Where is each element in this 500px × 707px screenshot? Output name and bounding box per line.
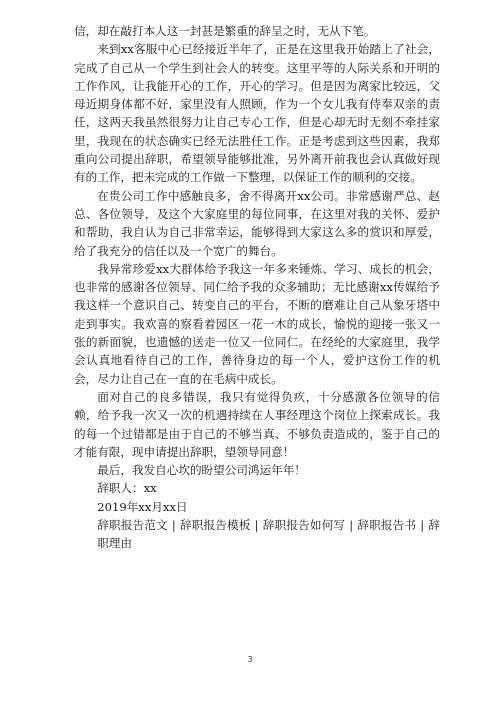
paragraph-4: 面对自己的良多错误，我只有觉得负疚，十分感激各位领导的信赖，给予我一次又一次的机遇持续在人事经理这个岗位上探索成长。我的每一个过错都是由于自己的不够当真、不够负责造成的，鉴于自己的才能有限，现申请提出辞职，望领导同意！ xyxy=(74,389,440,459)
link-separator: | xyxy=(420,518,425,533)
signature: 辞职人：xx xyxy=(97,481,157,496)
paragraph-2: 在贵公司工作中感触良多，舍不得离开xx公司。非常感谢严总、赵总、各位领导，及这个大家庭里的每位同事，在这里对我的关怀、爱护和帮助，我自认为自己非常幸运，能够得到大家这么多的赏识和厚爱，给了我充分的信任以及一个宽广的舞台。 xyxy=(74,188,440,258)
paragraph-1: 来到xx客服中心已经接近半年了，正是在这里我开始踏上了社会，完成了自己从一个学生到社会人的转变。这里平等的人际关系和开明的工作作风，让我能开心的工作，开心的学习。但是因为离家比较远，父母近期身体都不好，家里没有人照顾，作为一个女儿我有侍奉双亲的责任，这两天我虽然很努力让自己专心工作，但是心却无时无刻不牵挂家里，我现在的状态确实已经无法胜任工作。正是考虑到这些因素，我郑重向公司提出辞职，希望领导能够批准，另外离开前我也会认真做好现有的工作，把未完成的工作做一下整理，以保证工作的顺利的交接。 xyxy=(74,42,440,185)
related-link[interactable]: 辞职报告如何写 xyxy=(262,518,346,533)
paragraph-opening: 信，却在敲打本人这一封甚是繁重的辞呈之时，无从下笔。 xyxy=(74,24,376,38)
related-link[interactable]: 辞职报告模板 xyxy=(179,518,251,533)
related-link[interactable]: 辞职报告范文 xyxy=(97,518,168,533)
date: 2019年xx月xx日 xyxy=(97,499,188,514)
link-separator: | xyxy=(349,518,354,533)
paragraph-3: 我异常珍爱xx大群体给予我这一年多来锤炼、学习、成长的机会，也非常的感谢各位领导、同仁给予我的众多辅助；无比感谢xx传媒给予我这样一个意识自己、转变自己的平台，不断的磨难让自己从象牙塔中走到事实。我欢喜的察看着园区一花一木的成长，愉悦的迎接一张又一张的新面貌，也遗憾的送走一位又一位同仁。在经纶的大家庭里，我学会认真地看待自己的工作，善待身边的每一个人，爱护这份工作的机会，尽力让自己在一直的在毛病中成长。 xyxy=(74,261,440,386)
document-page xyxy=(74,22,440,553)
related-link[interactable]: 辞职理由 xyxy=(97,518,440,551)
link-separator: | xyxy=(171,518,176,533)
link-separator: | xyxy=(254,518,259,533)
paragraph-closing: 最后，我发自心坎的盼望公司鸿运年年！ xyxy=(97,463,306,478)
page-number: 3 xyxy=(247,655,253,664)
related-links xyxy=(74,516,440,553)
related-link[interactable]: 辞职报告书 xyxy=(357,518,417,533)
